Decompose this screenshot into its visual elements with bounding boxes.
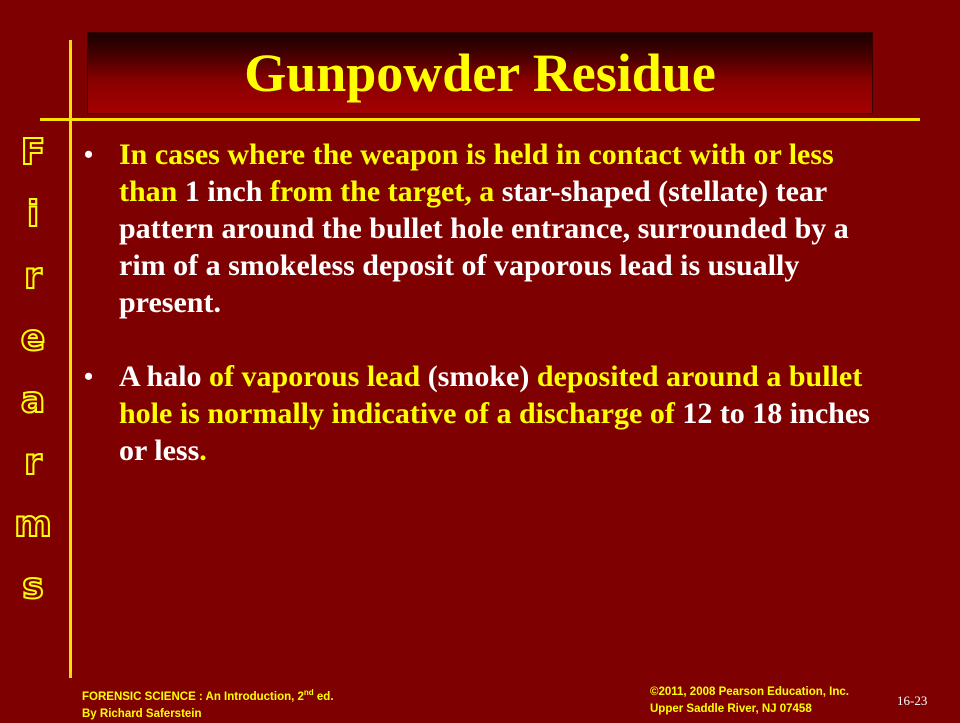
sidebar-letter: r (24, 256, 42, 297)
bullet-dot-icon: • (84, 140, 94, 169)
bullet-item (84, 136, 874, 321)
footer-book-title (82, 684, 334, 706)
text-segment-highlight: 1 inch (184, 175, 263, 208)
text-segment: . (199, 434, 207, 467)
sidebar-vertical-word (8, 122, 58, 618)
horizontal-divider-line (40, 118, 920, 121)
text-segment-highlight: star-shaped (stellate) tear pattern around the bullet hole entrance, surrounded by a rim of a smokeless deposit of vaporous lead is usually present. (119, 175, 849, 319)
edition-superscript: nd (303, 688, 314, 697)
book-title-text: FORENSIC SCIENCE : An Introduction, 2 (82, 690, 304, 703)
text-segment: deposited around a bullet hole is normally indicative of a discharge of (119, 360, 863, 430)
footer-copyright: ©2011, 2008 Pearson Education, Inc. (650, 686, 849, 698)
bullet-text (119, 358, 874, 469)
footer-book-info (82, 684, 334, 723)
text-segment-highlight: (smoke) (427, 360, 530, 393)
bullet-item (84, 358, 874, 469)
title-banner (88, 33, 872, 113)
sidebar-letter: r (24, 442, 42, 483)
text-segment: of vaporous lead (209, 360, 428, 393)
sidebar-letter: e (20, 318, 46, 359)
footer-author: By Richard Saferstein (82, 707, 202, 720)
text-segment-highlight: A halo (119, 360, 210, 393)
text-segment: In cases where the weapon is held in contact with or less than (119, 138, 834, 208)
sidebar-letter: a (20, 380, 46, 421)
footer-address: Upper Saddle River, NJ 07458 (650, 703, 812, 715)
footer-copyright-info (650, 684, 849, 718)
text-segment: from the target, a (262, 175, 502, 208)
page-number: 16-23 (897, 693, 928, 708)
slide-title: Gunpowder Residue (244, 43, 716, 103)
bullet-list (84, 136, 874, 469)
sidebar-letter: s (22, 566, 44, 607)
sidebar-letter: i (26, 194, 40, 235)
bullet-text (119, 136, 874, 321)
sidebar-letter: m (14, 504, 52, 545)
bullet-dot-icon: • (84, 362, 94, 391)
vertical-divider-line (69, 40, 72, 678)
sidebar-letter: F (20, 132, 46, 173)
text-segment-highlight: 12 to 18 inches or less (119, 397, 870, 467)
edition-suffix: ed. (313, 690, 334, 703)
